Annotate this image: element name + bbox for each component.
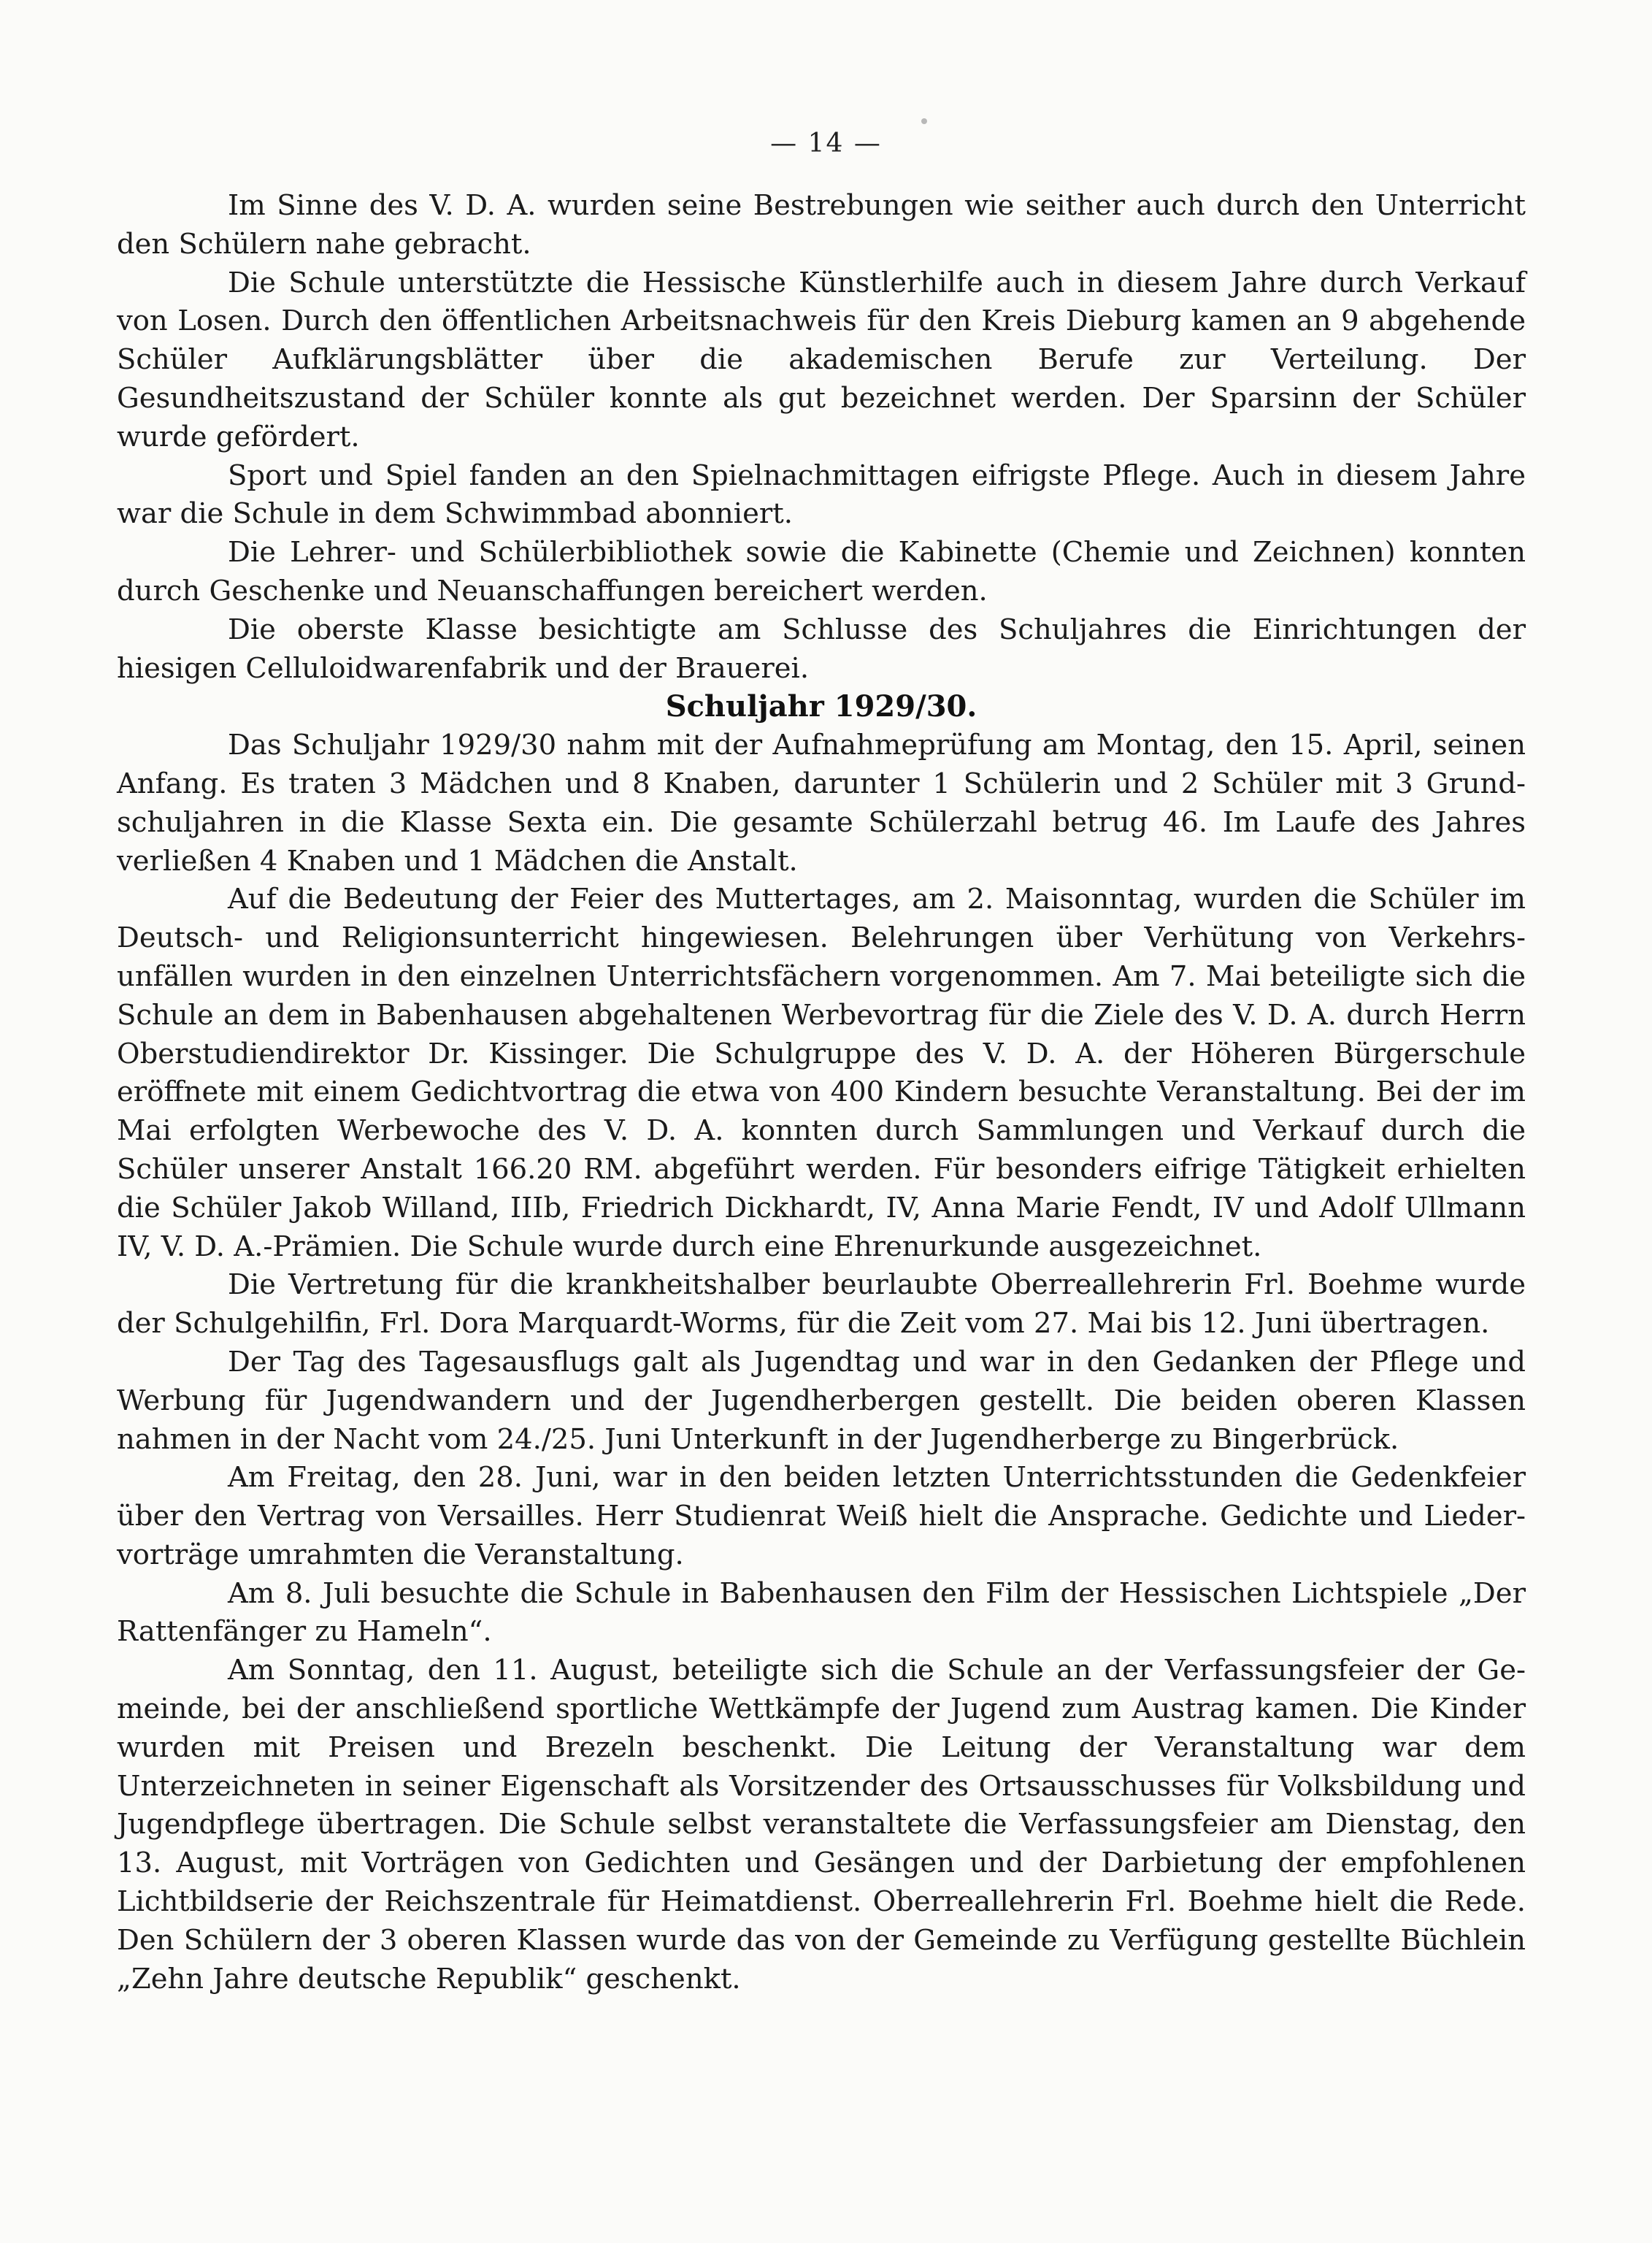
section-heading: Schuljahr 1929/30. [665, 689, 977, 724]
paragraph-besichtigung: Die oberste Klasse besichtigte am Schlusse des Schuljahres die Einrichtungen der hiesigen Celluloidwarenfabrik und der Brauerei. [117, 613, 1526, 685]
paragraph-kuenstlerhilfe: Die Schule unterstützte die Hessische Künstlerhilfe auch in diesem Jahre durch Verkauf von Losen. Durch den öffentlichen Arbeitsnachweis für den Kreis Dieburg kamen an 9 abgehende Schüler Aufklärungsblätter über die akademischen Berufe zur Verteilung. Der Gesundheitszustand der Schüler konnte als gut bezeichnet werden. Der Sparsinn der Schüler wurde gefördert. [117, 266, 1526, 453]
paragraph-schuljahr-anfang: Das Schuljahr 1929/30 nahm mit der Aufnahmeprüfung am Montag, den 15. April, seinen Anfang. Es traten 3 Mädchen und 8 Knaben, darunter 1 Schülerin und 2 Schüler mit 3 Grundschuljahren in die Klasse Sexta ein. Die gesamte Schülerzahl betrug 46. Im Laufe des Jahres verließen 4 Knaben und 1 Mädchen die Anstalt. [117, 729, 1526, 878]
page-number: — 14 — [770, 129, 882, 158]
paragraph-vertretung: Die Vertretung für die krankheitshalber beurlaubte Oberreallehrerin Frl. Boehme wurde der Schulgehilfin, Frl. Dora Marquardt-Worms, für die Zeit vom 27. Mai bis 12. Juni übertragen. [117, 1268, 1526, 1341]
paragraph-vda-intro: Im Sinne des V. D. A. wurden seine Bestrebungen wie seither auch durch den Unterricht den Schülern nahe gebracht. [117, 189, 1526, 261]
paragraph-muttertag: Auf die Bedeutung der Feier des Muttertages, am 2. Maisonntag, wurden die Schüler im Deutsch- und Religionsunterricht hingewiesen. Belehrungen über Verhütung von Verkehrsunfällen wurden in den einzelnen Unterrichtsfächern vorgenommen. Am 7. Mai beteiligte sich die Schule an dem in Babenhausen abgehaltenen Werbevortrag für die Ziele des V. D. A. durch Herrn Oberstudiendirektor Dr. Kissinger. Die Schulgruppe des V. D. A. der Höheren Bürgerschule eröffnete mit einem Gedichtvortrag die etwa von 400 Kindern besuchte Veranstaltung. Bei der im Mai erfolgten Werbewoche des V. D. A. konnten durch Sammlungen und Verkauf durch die Schüler unserer Anstalt 166.20 RM. abgeführt werden. Für besonders eifrige Tätigkeit erhielten die Schüler Jakob Willand, IIIb, Friedrich Dickhardt, IV, Anna Marie Fendt, IV und Adolf Ullmann IV, V. D. A.-Prämien. Die Schule wurde durch eine Ehrenurkunde ausgezeichnet. [117, 883, 1526, 1263]
paragraph-tagesausflug: Der Tag des Tagesausflugs galt als Jugendtag und war in den Gedanken der Pflege und Werbung für Jugendwandern und der Jugendherbergen gestellt. Die beiden oberen Klassen nahmen in der Nacht vom 24./25. Juni Unterkunft in der Jugendherberge zu Bingerbrück. [117, 1345, 1526, 1456]
ink-spot [921, 118, 927, 124]
paragraph-verfassungsfeier: Am Sonntag, den 11. August, beteiligte sich die Schule an der Verfassungsfeier der Gemeinde, bei der anschließend sportliche Wettkämpfe der Jugend zum Austrag kamen. Die Kinder wurden mit Preisen und Brezeln beschenkt. Die Leitung der Veranstaltung war dem Unterzeichneten in seiner Eigenschaft als Vorsitzender des Ortsausschusses für Volksbildung und Jugendpflege übertragen. Die Schule selbst veranstaltete die Verfassungsfeier am Dienstag, den 13. August, mit Vorträgen von Gedichten und Gesängen und der Darbietung der empfohlenen Lichtbildserie der Reichszentrale für Heimatdienst. Oberreallehrerin Frl. Boehme hielt die Rede. Den Schülern der 3 oberen Klassen wurde das von der Gemeinde zu Verfügung gestellte Büchlein „Zehn Jahre deutsche Republik“ geschenkt. [117, 1654, 1526, 1995]
document-body [117, 187, 1526, 1998]
paragraph-versailles: Am Freitag, den 28. Juni, war in den beiden letzten Unterrichtsstunden die Gedenkfeier über den Vertrag von Versailles. Herr Studienrat Weiß hielt die Ansprache. Gedichte und Liedervorträge umrahmten die Veranstaltung. [117, 1461, 1526, 1571]
paragraph-film: Am 8. Juli besuchte die Schule in Babenhausen den Film der Hessischen Lichtspiele „Der Rattenfänger zu Hameln“. [117, 1576, 1526, 1649]
paragraph-sport: Sport und Spiel fanden an den Spielnachmittagen eifrigste Pflege. Auch in diesem Jahre war die Schule in dem Schwimmbad abonniert. [117, 459, 1526, 531]
paragraph-bibliothek: Die Lehrer- und Schülerbibliothek sowie die Kabinette (Chemie und Zeichnen) konnten durch Geschenke und Neuanschaffungen bereichert werden. [117, 536, 1526, 607]
